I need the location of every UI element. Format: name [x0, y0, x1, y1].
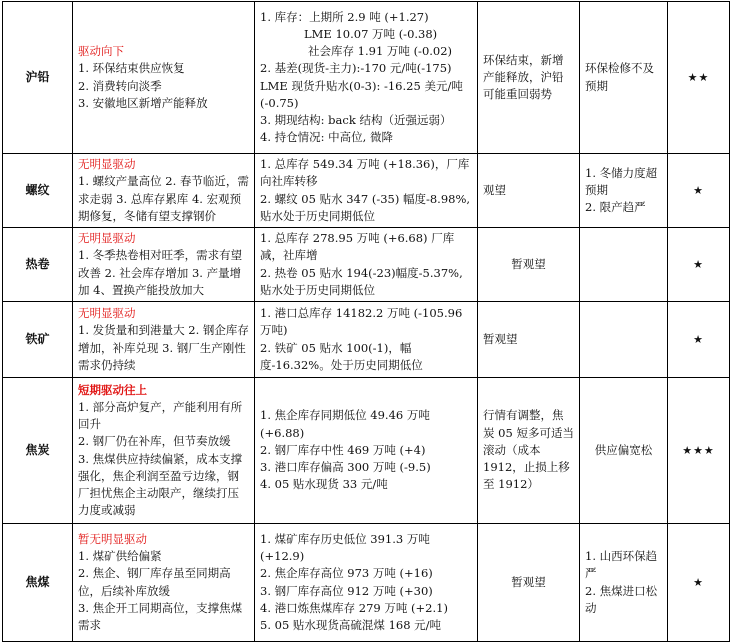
rating-stars: ★ [668, 154, 730, 228]
data-line: 社会库存 1.91 万吨 (-0.02) [308, 44, 453, 59]
driver-headline: 无明显驱动 [78, 157, 136, 172]
driver-cell [73, 2, 255, 154]
commodity-name: 焦煤 [3, 524, 73, 642]
table-row [3, 2, 730, 154]
commodity-name: 焦炭 [3, 378, 73, 524]
data-line: 1. 总库存 549.34 万吨 (+18.36)，厂库向社库转移 [260, 157, 470, 189]
driver-cell [73, 302, 255, 378]
strategy-view: 观望 [478, 154, 580, 228]
data-cell [255, 154, 478, 228]
risk-note: 环保检修不及预期 [580, 2, 668, 154]
data-line: (-0.75) [260, 95, 299, 110]
rating-stars: ★★ [668, 2, 730, 154]
data-line: 2. 基差(现货-主力):-170 元/吨(-175) [260, 61, 452, 76]
data-line: 3. 期现结构: back 结构（近强远弱） [260, 112, 452, 127]
data-line: 3. 钢厂库存高位 912 万吨 (+30) [260, 583, 433, 598]
strategy-view: 暂观望 [478, 524, 580, 642]
risk-note [580, 302, 668, 378]
commodity-name: 螺纹 [3, 154, 73, 228]
driver-headline: 短期驱动往上 [78, 382, 147, 397]
commodity-outlook-table [2, 1, 730, 642]
driver-cell [73, 524, 255, 642]
driver-item: 2. 钢厂仍在补库，但节奏放缓 [78, 434, 231, 449]
driver-item: 1. 煤矿供给偏紧 [78, 549, 162, 564]
commodity-name: 铁矿 [3, 302, 73, 378]
data-line: 1. 焦企库存同期低位 49.46 万吨 [260, 408, 430, 423]
risk-note: 1. 冬储力度超预期 2. 限产趋严 [580, 154, 668, 228]
data-line: 2. 铁矿 05 贴水 100(-1)，幅度-16.32%。处于历史同期低位 [260, 340, 423, 372]
table-row [3, 228, 730, 302]
data-line: 2. 螺纹 05 贴水 347 (-35) 幅度-8.98%, 贴水处于历史同期低位 [260, 191, 471, 223]
table-row [3, 378, 730, 524]
data-line: 2. 焦企库存高位 973 万吨 (+16) [260, 566, 433, 581]
data-line: 4. 持仓情况: 中高位, 微降 [260, 130, 393, 145]
strategy-view: 暂观望 [478, 302, 580, 378]
data-line: 3. 港口库存偏高 300 万吨 (-9.5) [260, 460, 431, 475]
rating-stars: ★★★ [668, 378, 730, 524]
data-line: 1. 煤矿库存历史低位 391.3 万吨 [260, 531, 430, 546]
driver-item: 1. 冬季热卷相对旺季，需求有望改善 2. 社会库存增加 3. 产量增加 4、置换产能投放加大 [78, 248, 243, 297]
driver-item: 1. 螺纹产量高位 2. 春节临近，需求走弱 3. 总库存累库 4. 宏观预期修复，冬储有望支撑钢价 [78, 174, 249, 223]
rating-stars: ★ [668, 228, 730, 302]
data-cell [255, 302, 478, 378]
data-cell [255, 524, 478, 642]
data-line: (+6.88) [260, 425, 305, 440]
risk-note: 1. 山西环保趋严 2. 焦煤进口松动 [580, 524, 668, 642]
data-line: 1. 总库存 278.95 万吨 (+6.68) 厂库减，社库增 [260, 231, 455, 263]
rating-stars: ★ [668, 524, 730, 642]
driver-headline: 无明显驱动 [78, 231, 136, 246]
commodity-name: 沪铅 [3, 2, 73, 154]
driver-headline: 无明显驱动 [78, 306, 136, 321]
driver-cell [73, 378, 255, 524]
table-row [3, 154, 730, 228]
driver-item: 1. 部分高炉复产，产能利用有所回升 [78, 399, 243, 432]
data-line: 5. 05 贴水现货高硫混煤 168 元/吨 [260, 617, 442, 632]
data-line: 1. 港口总库存 14182.2 万吨 (-105.96 万吨) [260, 306, 463, 338]
table-row [3, 302, 730, 378]
rating-stars: ★ [668, 302, 730, 378]
data-line: 1. 库存：上期所 2.9 吨 (+1.27) [260, 9, 429, 24]
risk-note: 供应偏宽松 [580, 378, 668, 524]
data-line: 2. 热卷 05 贴水 194(-23)幅度-5.37%, 贴水处于历史同期低位 [260, 265, 463, 297]
commodity-name: 热卷 [3, 228, 73, 302]
driver-item: 3. 安徽地区新增产能释放 [78, 95, 208, 110]
data-line: 4. 05 贴水现货 33 元/吨 [260, 477, 388, 492]
driver-item: 2. 焦企、钢厂库存虽至同期高位，后续补库放缓 [78, 566, 231, 598]
driver-item: 3. 焦企开工同期高位，支撑焦煤需求 [78, 600, 243, 632]
driver-headline: 暂无明显驱动 [78, 531, 147, 546]
data-cell [255, 228, 478, 302]
driver-item: 3. 焦煤供应持续偏紧，成本支撑强化，焦企利润至盈亏边缘，钢厂担忧焦企主动限产，继续打压力度或减弱 [78, 451, 243, 518]
strategy-view: 行情有调整，焦炭 05 短多可适当滚动（成本 1912，止损上移至 1912） [478, 378, 580, 524]
driver-item: 2. 消费转向淡季 [78, 78, 162, 93]
strategy-view: 暂观望 [478, 228, 580, 302]
driver-cell [73, 154, 255, 228]
risk-note [580, 228, 668, 302]
driver-cell [73, 228, 255, 302]
driver-item: 1. 发货量和到港量大 2. 钢企库存增加，补库兑现 3. 钢厂生产刚性需求仍持续 [78, 323, 249, 372]
table-row [3, 524, 730, 642]
data-line: 4. 港口炼焦煤库存 279 万吨 (+2.1) [260, 600, 448, 615]
driver-headline: 驱动向下 [78, 44, 124, 59]
data-line: (+12.9) [260, 549, 305, 564]
strategy-view: 环保结束，新增产能释放，沪铅可能重回弱势 [478, 2, 580, 154]
data-cell [255, 378, 478, 524]
driver-item: 1. 环保结束供应恢复 [78, 61, 185, 76]
data-line: LME 现货升贴水(0-3): -16.25 美元/吨 [260, 78, 463, 93]
data-line: 2. 钢厂库存中性 469 万吨 (+4) [260, 442, 426, 457]
data-line: LME 10.07 万吨 (-0.38) [304, 26, 438, 41]
data-cell [255, 2, 478, 154]
